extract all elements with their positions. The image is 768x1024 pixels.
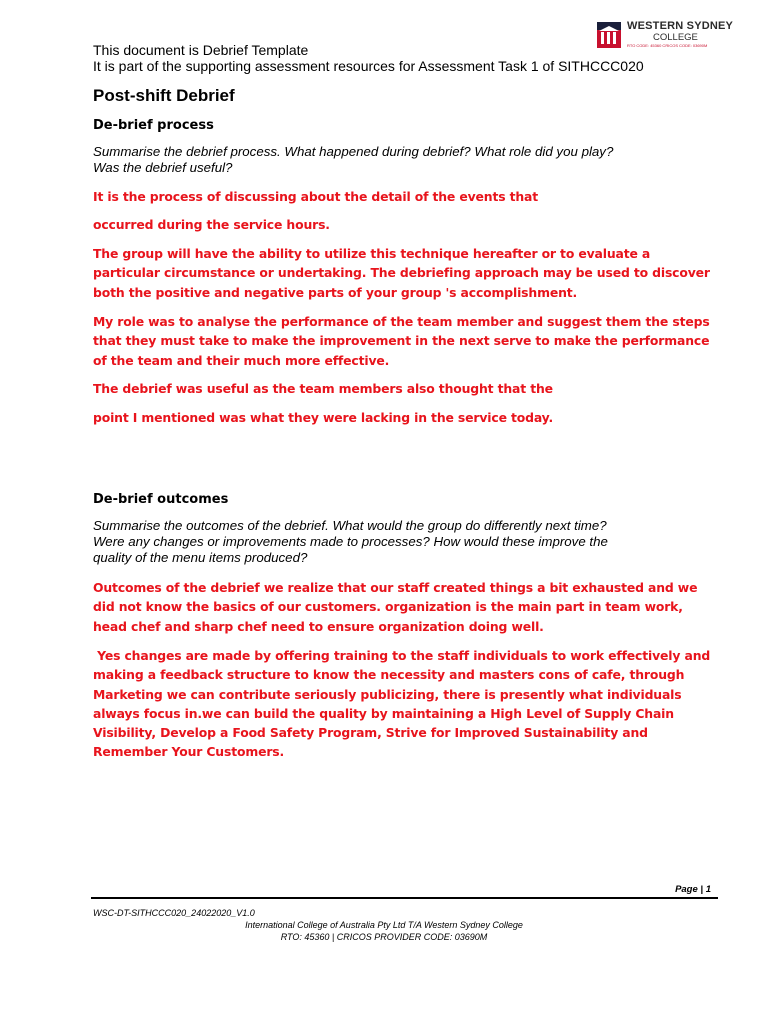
process-prompt: [93, 144, 693, 176]
answer-line: always focus in.we can build the quality by maintaining a High Level of Supply Chain: [93, 705, 674, 721]
answer-line: of the team and their much more effective.: [93, 352, 390, 368]
process-answer-5: [93, 379, 683, 398]
answer-line: My role was to analyse the performance of the team member and suggest them the steps: [93, 314, 710, 329]
prompt-line: Were any changes or improvements made to processes? How would these improve the: [93, 534, 608, 549]
answer-line: did not know the basics of our customers. organization is the main part in team work,: [93, 599, 683, 615]
answer-line: particular circumstance or undertaking. The debriefing approach may be used to discover: [93, 265, 710, 281]
logo-line-1: WESTERN SYDNEY: [627, 20, 734, 32]
prompt-line: Summarise the debrief process. What happened during debrief? What role did you play?: [93, 144, 614, 159]
section-heading-process: De-brief process: [93, 118, 214, 133]
outcomes-answer-1: [93, 578, 698, 636]
answer-line: Remember Your Customers.: [93, 744, 285, 760]
footer-divider: [91, 897, 718, 899]
outcomes-answer-2: [93, 646, 711, 762]
answer-line: that they must take to make the improvement in the next serve to make the performance: [93, 333, 710, 349]
logo-line-2: COLLEGE: [653, 32, 698, 43]
header-line-1: This document is Debrief Template: [93, 42, 309, 58]
company-name: International College of Australia Pty Ltd T/A Western Sydney College: [245, 920, 523, 930]
answer-line: head chef and sharp chef need to ensure organization doing well.: [93, 618, 544, 634]
process-answer-6: [93, 408, 683, 427]
process-answer-3: [93, 244, 710, 302]
section-heading-outcomes: De-brief outcomes: [93, 492, 229, 507]
answer-line: point I mentioned was what they were lacking in the service today.: [93, 410, 554, 425]
answer-line: making a feedback structure to know the necessity and masters cons of cafe, through: [93, 667, 685, 683]
process-answer-4: [93, 312, 710, 370]
answer-line: Outcomes of the debrief we realize that our staff created things a bit exhausted and we: [93, 580, 698, 595]
prompt-line: Summarise the outcomes of the debrief. What would the group do differently next time?: [93, 518, 607, 533]
answer-line: occurred during the service hours.: [93, 217, 330, 232]
answer-line: both the positive and negative parts of your group 's accomplishment.: [93, 284, 578, 300]
outcomes-prompt: [93, 518, 693, 566]
page-number: Page | 1: [675, 884, 711, 895]
answer-line: The debrief was useful as the team members also thought that the: [93, 381, 553, 396]
header-line-2: It is part of the supporting assessment resources for Assessment Task 1 of SITHCCC020: [93, 58, 644, 74]
answer-line: It is the process of discussing about the detail of the events that: [93, 189, 539, 204]
document-code: WSC-DT-SITHCCC020_24022020_V1.0: [93, 908, 255, 918]
college-crest-icon: [597, 22, 621, 48]
answer-line: Yes changes are made by offering training to the staff individuals to work effectively and: [93, 648, 711, 663]
prompt-line: quality of the menu items produced?: [93, 550, 308, 565]
college-logo: [597, 20, 734, 50]
process-answer-1: [93, 187, 683, 206]
answer-line: The group will have the ability to utilize this technique hereafter or to evaluate a: [93, 246, 651, 261]
page-title: Post-shift Debrief: [93, 86, 235, 105]
rto-code: RTO: 45360 | CRICOS PROVIDER CODE: 03690M: [280, 932, 488, 942]
answer-line: Marketing we can contribute seriously publicizing, there is presently what individuals: [93, 686, 682, 702]
process-answer-2: [93, 215, 683, 234]
logo-line-3: RTO CODE: 45360 CRICOS CODE: 03690M: [627, 43, 708, 48]
prompt-line: Was the debrief useful?: [93, 160, 233, 175]
answer-line: Visibility, Develop a Food Safety Program, Strive for Improved Sustainability and: [93, 725, 648, 741]
